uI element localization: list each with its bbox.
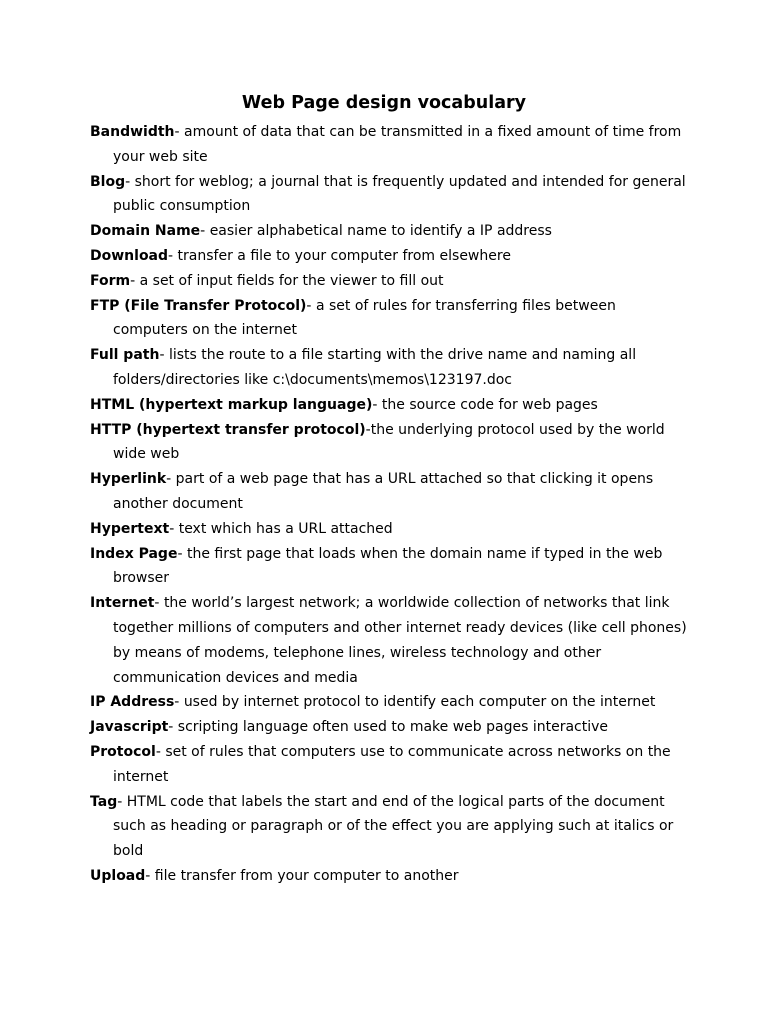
vocabulary-term: Protocol <box>90 743 156 760</box>
vocabulary-term: Tag <box>90 793 118 810</box>
term-separator: - <box>174 124 185 140</box>
vocabulary-entry <box>90 219 690 244</box>
vocabulary-definition: HTML code that labels the start and end of the logical parts of the document such as heading or paragraph or of the effect you are applying such at italics or bold <box>113 793 674 860</box>
vocabulary-term: Hyperlink <box>90 471 167 488</box>
term-separator: - <box>145 867 155 884</box>
vocabulary-entry <box>90 542 690 592</box>
term-separator: - <box>125 173 135 190</box>
vocabulary-term: Internet <box>90 595 155 612</box>
term-separator: - <box>168 719 178 736</box>
vocabulary-definition: the first page that loads when the domain name if typed in the web browser <box>113 545 663 587</box>
vocabulary-definition: lists the route to a file starting with the drive name and naming all folders/directories like c:\documents\memos\123197.doc <box>113 347 637 388</box>
vocabulary-term: Bandwidth <box>90 124 175 140</box>
vocabulary-entry <box>90 294 690 344</box>
vocabulary-entry <box>90 393 690 418</box>
term-separator: - <box>155 743 166 760</box>
term-separator: - <box>168 247 178 264</box>
vocabulary-entry <box>90 170 690 220</box>
vocabulary-definition: the world’s largest network; a worldwide collection of networks that link together millions of computers and other internet ready devices (like cell phones) by means of modems, telephone lines, wireless technology and other communication devices and media <box>113 595 687 686</box>
vocabulary-definition: a set of input fields for the viewer to fill out <box>139 272 444 289</box>
vocabulary-term: Download <box>90 247 169 264</box>
page-title: Web Page design vocabulary <box>241 93 527 113</box>
vocabulary-entry <box>90 343 690 393</box>
vocabulary-term: HTML (hypertext markup language) <box>90 396 373 413</box>
vocabulary-definition: scripting language often used to make web pages interactive <box>177 719 609 736</box>
vocabulary-definition: transfer a file to your computer from elsewhere <box>177 247 511 264</box>
vocabulary-definition: the source code for web pages <box>381 396 598 413</box>
vocabulary-entry <box>90 690 690 715</box>
vocabulary-term: Hypertext <box>90 520 170 537</box>
vocabulary-term: Index Page <box>90 545 178 562</box>
vocabulary-definition: part of a web page that has a URL attached so that clicking it opens another document <box>113 471 654 512</box>
vocabulary-definition: used by internet protocol to identify each computer on the internet <box>183 694 656 711</box>
vocabulary-entry <box>90 740 690 790</box>
vocabulary-definition: amount of data that can be transmitted in a fixed amount of time from your web site <box>113 124 682 165</box>
term-separator: - <box>372 396 382 413</box>
vocabulary-entry <box>90 467 690 517</box>
vocabulary-entry <box>90 418 690 468</box>
term-separator: - <box>169 520 179 537</box>
vocabulary-definition: a set of rules for transferring files between computers on the internet <box>113 297 616 339</box>
vocabulary-entry <box>90 591 690 690</box>
vocabulary-entry <box>90 244 690 269</box>
vocabulary-entry <box>90 269 690 294</box>
vocabulary-entry <box>90 864 690 889</box>
vocabulary-list <box>90 120 690 889</box>
term-separator: - <box>365 421 371 438</box>
term-separator: - <box>154 595 164 612</box>
vocabulary-term: IP Address <box>90 694 175 711</box>
vocabulary-entry <box>90 715 690 740</box>
vocabulary-definition: easier alphabetical name to identify a IP address <box>209 223 552 240</box>
term-separator: - <box>117 793 127 810</box>
vocabulary-entry <box>90 517 690 542</box>
vocabulary-definition: file transfer from your computer to another <box>154 867 459 884</box>
vocabulary-term: Upload <box>90 867 146 884</box>
vocabulary-term: FTP (File Transfer Protocol) <box>90 297 307 314</box>
term-separator: - <box>177 545 187 562</box>
vocabulary-entry <box>90 120 690 170</box>
vocabulary-term: Blog <box>90 173 126 190</box>
term-separator: - <box>166 471 176 488</box>
vocabulary-term: Javascript <box>90 719 169 736</box>
vocabulary-definition: the underlying protocol used by the world wide web <box>113 421 665 463</box>
term-separator: - <box>200 223 210 240</box>
vocabulary-definition: short for weblog; a journal that is frequently updated and intended for general public consumption <box>113 173 686 215</box>
term-separator: - <box>130 272 140 289</box>
term-separator: - <box>159 347 169 364</box>
vocabulary-term: Form <box>90 272 131 289</box>
vocabulary-term: Domain Name <box>90 223 201 240</box>
term-separator: - <box>306 297 316 314</box>
vocabulary-term: Full path <box>90 347 160 364</box>
vocabulary-definition: set of rules that computers use to communicate across networks on the internet <box>113 743 671 785</box>
vocabulary-entry <box>90 790 690 864</box>
vocabulary-term: HTTP (hypertext transfer protocol) <box>90 421 366 438</box>
term-separator: - <box>174 694 184 711</box>
vocabulary-definition: text which has a URL attached <box>178 520 393 537</box>
